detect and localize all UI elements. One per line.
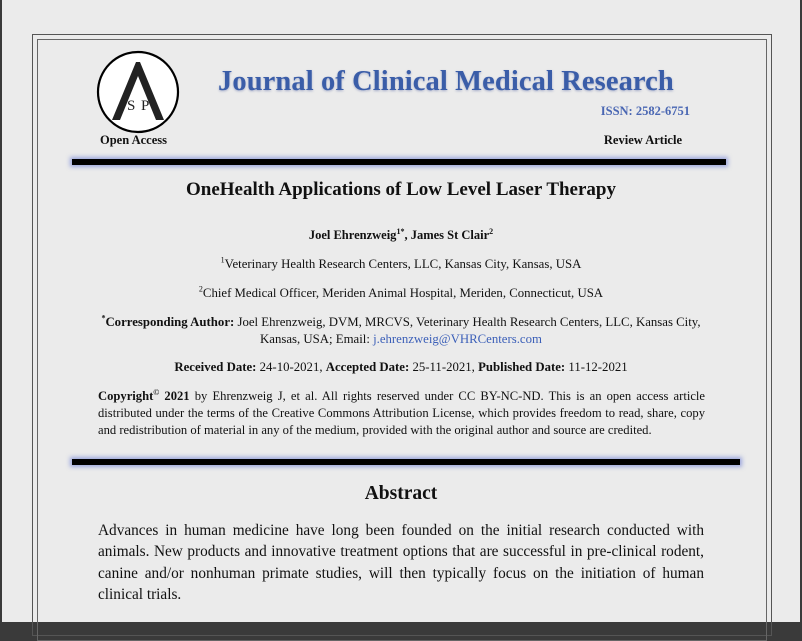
affiliation-superscript: 2	[198, 284, 203, 294]
journal-logo	[96, 50, 180, 134]
author-name: Joel Ehrenzweig	[308, 228, 397, 242]
affiliation-2	[0, 286, 802, 301]
affiliation-1	[0, 257, 802, 272]
corresponding-label: Corresponding Author:	[105, 315, 235, 329]
affiliation-text: Veterinary Health Research Centers, LLC, Kansas City, Kansas, USA	[224, 257, 582, 271]
accepted-label: Accepted Date:	[325, 360, 410, 374]
author-name: James St Clair	[410, 228, 490, 242]
header-divider	[72, 159, 726, 165]
svg-text:P: P	[141, 98, 150, 114]
copyright-notice	[98, 388, 705, 439]
author-list	[0, 228, 802, 243]
accepted-date: 25-11-2021,	[409, 360, 479, 374]
author-superscript: 1*	[396, 226, 405, 236]
published-label: Published Date:	[478, 360, 566, 374]
journal-title: Journal of Clinical Medical Research	[218, 66, 674, 97]
copyright-symbol: ©	[153, 387, 160, 397]
copyright-year: 2021	[159, 389, 190, 403]
article-title: OneHealth Applications of Low Level Laser Therapy	[186, 179, 616, 200]
copyright-text: by Ehrenzweig J, et al. All rights reserved under CC BY-NC-ND. This is an open access article distributed under the terms of the Creative Commons Attribution License, which provides freedom to read, share, copy and redistribution of material in any of the medium, provided with the original author and source are credited.	[98, 389, 705, 437]
abstract-divider	[72, 459, 740, 465]
article-type-label: Review Article	[603, 133, 682, 147]
abstract-body	[98, 520, 704, 615]
copyright-label: Copyright	[98, 389, 154, 403]
abstract-heading: Abstract	[364, 483, 438, 504]
corresponding-superscript: *	[101, 313, 106, 323]
open-access-label: Open Access	[100, 133, 168, 147]
corresponding-author	[98, 314, 704, 348]
abstract-paragraph: Advances in human medicine have long been founded on the initial research conducted with animals. New products and innovative treatment options that are successful in pre-clinical rodent, canine and/or nonhuman primate studies, will then typically focus on the initiation of human clinical trials.	[98, 522, 704, 603]
affiliation-superscript: 1	[220, 255, 225, 265]
email-link[interactable]: j.ehrenzweig@VHRCenters.com	[373, 332, 542, 346]
published-date: 11-12-2021	[565, 360, 628, 374]
author-separator: ,	[404, 228, 411, 242]
received-date: 24-10-2021,	[256, 360, 326, 374]
svg-text:S: S	[127, 98, 136, 114]
article-dates	[0, 360, 802, 375]
corresponding-text: Joel Ehrenzweig, DVM, MRCVS, Veterinary Health Research Centers, LLC, Kansas City, Kansas, USA; Email:	[234, 315, 701, 346]
issn-label: ISSN: 2582-6751	[600, 104, 690, 118]
author-superscript: 2	[489, 226, 494, 236]
received-label: Received Date:	[174, 360, 257, 374]
affiliation-text: Chief Medical Officer, Meriden Animal Hospital, Meriden, Connecticut, USA	[202, 286, 604, 300]
